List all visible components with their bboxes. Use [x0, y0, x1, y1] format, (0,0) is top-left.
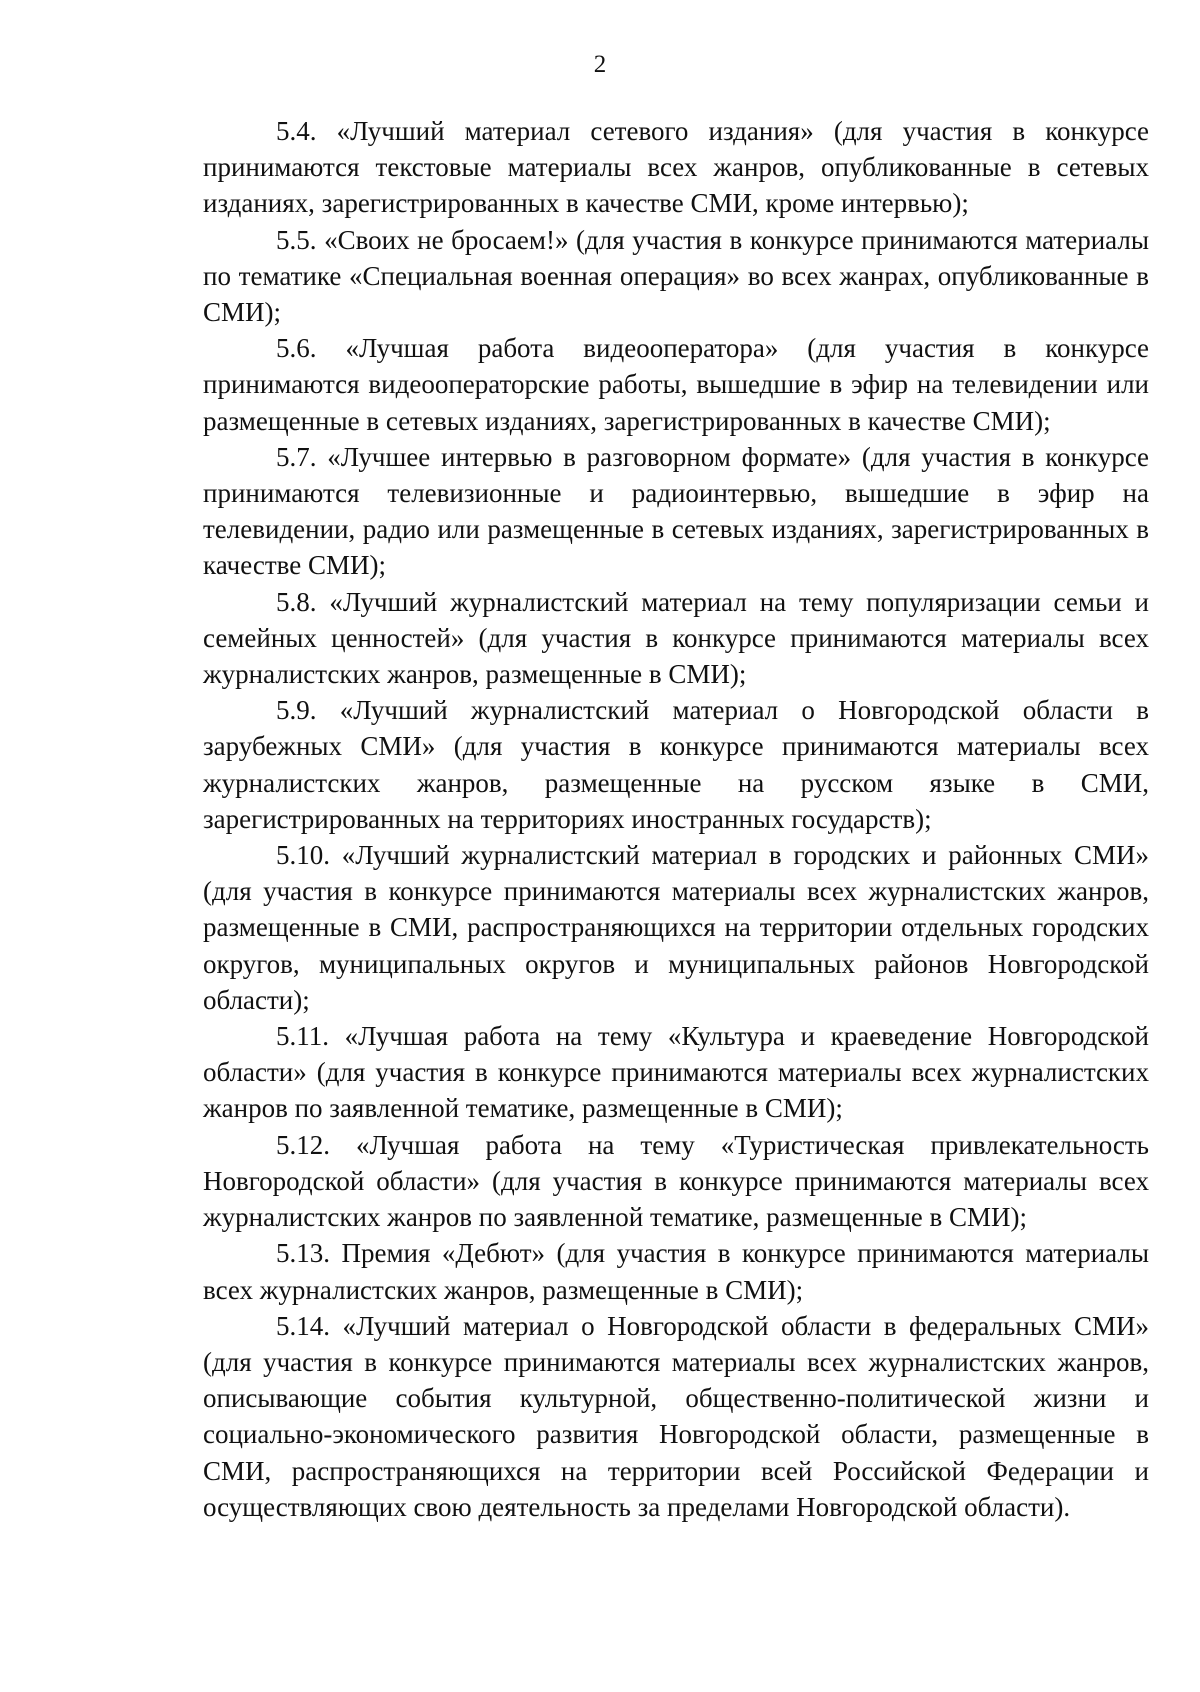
clause-5-5: 5.5. «Своих не бросаем!» (для участия в конкурсе принимаются материалы по тематике «Специальная военная операция» во всех жанрах, опубликованные в СМИ); [203, 224, 1149, 328]
clause-5-12: 5.12. «Лучшая работа на тему «Туристическая привлекательность Новгородской области» (для участия в конкурсе принимаются материалы всех журналистских жанров по заявленной тематике, размещенные в СМИ); [203, 1129, 1149, 1233]
clause-5-6: 5.6. «Лучшая работа видеооператора» (для участия в конкурсе принимаются видеооператорские работы, вышедшие в эфир на телевидении или размещенные в сетевых изданиях, зарегистрированных в качестве СМИ); [203, 333, 1149, 436]
clause-5-7: 5.7. «Лучшее интервью в разговорном формате» (для участия в конкурсе принимаются телевизионные и радиоинтервью, вышедшие в эфир на телевидении, радио или размещенные в сетевых изданиях, зарегистрированных в качестве СМИ); [203, 441, 1149, 581]
clause-5-8: 5.8. «Лучший журналистский материал на тему популяризации семьи и семейных ценностей» (для участия в конкурсе принимаются материалы всех журналистских жанров, размещенные в СМИ); [203, 586, 1149, 690]
clause-5-14: 5.14. «Лучший материал о Новгородской области в федеральных СМИ» (для участия в конкурсе принимаются материалы всех журналистских жанров, описывающие события культурной, общественно-политической жизни и социально-экономического развития Новгородской области, размещенные в СМИ, распространяющихся на территории всей Российской Федерации и осуществляющих свою деятельность за пределами Новгородской области). [203, 1310, 1149, 1522]
clause-5-9: 5.9. «Лучший журналистский материал о Новгородской области в зарубежных СМИ» (для участия в конкурсе принимаются материалы всех журналистских жанров, размещенные на русском языке в СМИ, зарегистрированных на территориях иностранных государств); [203, 695, 1149, 834]
clause-5-11: 5.11. «Лучшая работа на тему «Культура и краеведение Новгородской области» (для участия в конкурсе принимаются материалы всех журналистских жанров по заявленной тематике, размещенные в СМИ); [203, 1021, 1149, 1124]
document-body [203, 113, 1149, 1525]
clause-5-10: 5.10. «Лучший журналистский материал в городских и районных СМИ» (для участия в конкурсе принимаются материалы всех журналистских жанров, размещенные в СМИ, распространяющихся на территории отдельных городских округов, муниципальных округов и муниципальных районов Новгородской области); [203, 840, 1149, 1015]
clause-5-13: 5.13. Премия «Дебют» (для участия в конкурсе принимаются материалы всех журналистских жанров, размещенные в СМИ); [203, 1238, 1149, 1305]
clause-5-4: 5.4. «Лучший материал сетевого издания» (для участия в конкурсе принимаются текстовые материалы всех жанров, опубликованные в сетевых изданиях, зарегистрированных в качестве СМИ, кроме интервью); [203, 116, 1149, 219]
page-number: 2 [593, 51, 607, 78]
